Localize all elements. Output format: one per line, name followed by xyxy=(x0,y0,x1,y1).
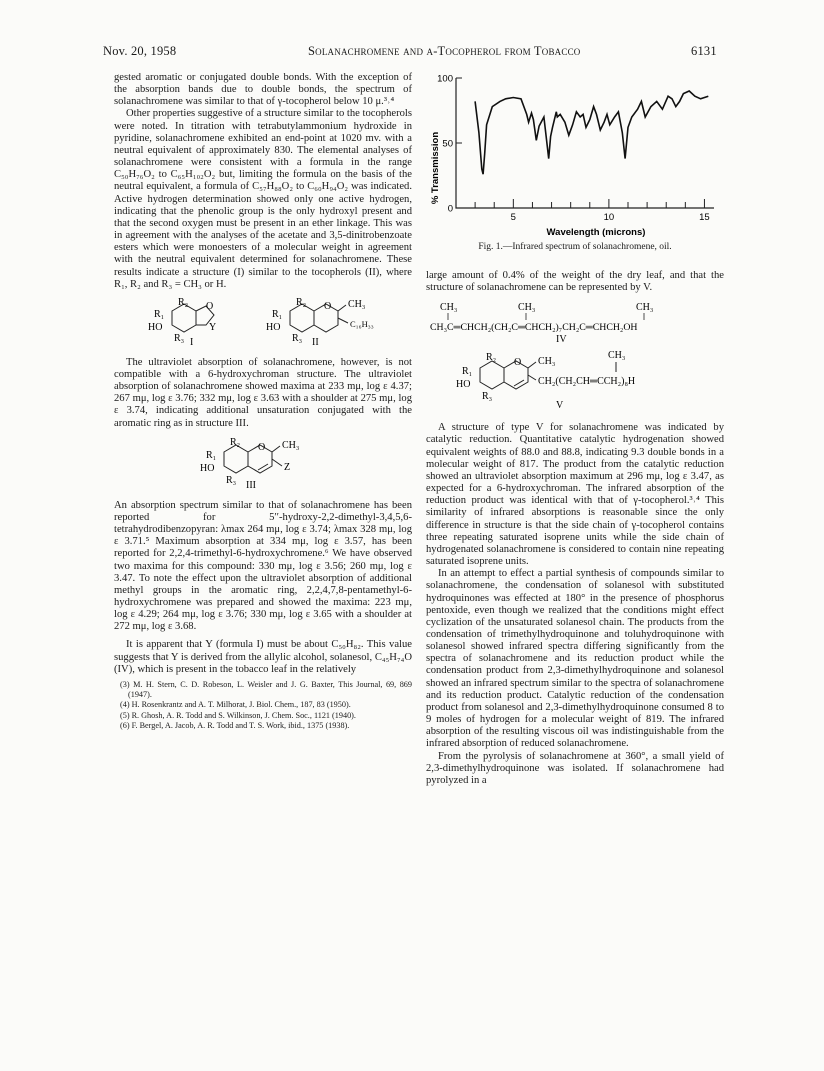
footnote: (5) R. Ghosh, A. R. Todd and S. Wilkinson, J. Chem. Soc., 1121 (1940). xyxy=(120,710,356,720)
footnotes xyxy=(114,680,412,731)
structure-label: CH₃ xyxy=(538,356,556,368)
structure-label: R₁ xyxy=(462,366,473,378)
structure-label: HO xyxy=(200,462,215,474)
structure-label: R₁ xyxy=(206,449,217,461)
structure-label: O xyxy=(206,300,214,312)
structure-label: HO xyxy=(456,379,471,391)
structure-label: CH₃ xyxy=(348,298,366,310)
paragraph: gested aromatic or conjugated double bonds. With the exception of the absorption bands due to double bonds, the spectrum of solanachromene was similar to that of γ-tocopherol below 10 μ.³˒⁴ xyxy=(114,72,412,108)
structure-formula: CH₃C═CHCH₂(CH₂C═CHCH₂)₇CH₂C═CHCH₂OH xyxy=(430,322,638,334)
structure-label: HO xyxy=(266,321,281,333)
paragraph: Other properties suggestive of a structure similar to the tocopherols were noted. In titration with tetrabutylammonium hydroxide in pyridine, solanachromene exhibited an end-point at 1020 mv. with a neutral equivalent of approximately 830. The elemental analyses of solanachromene were consistent with a formula in the range C₅₀H₇₆O₂ to C₆₅H₁₀₂O₂ but, limiting the formula on the basis of the neutral equivalent, a formula of C₅₇H₈₈O₂ to C₆₀H₉₄O₂ was indicated. Active hydrogen determination showed only one active hydrogen, indicating that the phenolic group is the only hydroxyl present and that the second oxygen must be present in an ether linkage. This was in agreement with the analyses of the acetate and 3,5-dinitrobenzoate esters which were monoesters of a molecular weight in agreement with the neutral equivalent determined for solanachromene. These results indicate a structure (I) similar to the tocopherols (II), where R₁, R₂ and R₃ = CH₃ or H. xyxy=(114,108,412,290)
footnote: (4) H. Rosenkrantz and A. T. Milhorat, J. Biol. Chem., 187, 83 (1950). xyxy=(120,700,351,710)
chart-axes xyxy=(456,78,714,208)
structure-label: CH₃ xyxy=(440,302,458,314)
structure-label: R₂ xyxy=(486,352,497,364)
structure-II xyxy=(290,304,348,332)
paragraph: A structure of type V for solanachromene was indicated by catalytic reduction. Quantitative catalytic hydrogenation showed equivalent weights of 88.0 and 88.8, indicating 9.3 double bonds in a molecular weight of 817. The product from the catalytic reduction showed an ultraviolet absorption maximum at 296 mμ, log ε 3.47, as expected for a 6-hydroxychroman. The infrared absorption of the reduction product was identical with that of γ-tocopherol.³˒⁴ This similarity of infrared absorptions is reasonable since the only difference in structure is that the side chain of γ-tocopherol contains three repeating saturated isoprene units while the side chain of hydrogenated solanachromene is considered to contain nine repeating saturated isoprene units. xyxy=(426,422,724,568)
x-axis-label: Wavelength (microns) xyxy=(546,227,646,238)
structure-label: R₁ xyxy=(272,308,283,320)
structure-III xyxy=(114,436,412,494)
structure-number: V xyxy=(556,400,564,412)
structure-label: CH₃ xyxy=(282,439,300,451)
paragraph: In an attempt to effect a partial synthesis of compounds similar to solanachromene, the condensation of solanesol with substituted hydroquinones was effected at 180° in the presence of phosphorus pentoxide, even though we realized that the conditions might effect cyclization of the unsaturated solanesol chain. The products from the condensation of trimethylhydroquinone and toluhydroquinone with solanesol showed infrared spectra differing significantly from the spectra of solanachromene and its reduction product while the condensation product from 2,3-dimethylhydroquinone and solanesol showed an infrared spectrum similar to the spectra of solanachromene and its reduction product. Catalytic reduction of the condensation product from solanesol and 2,3-dimethylhydroquinone consumed 8 to 9 moles of hydrogen for a molecular weight of 819. The infrared absorption of the resulting viscous oil was indistinguishable from the infrared absorption of reduced solanachromene. xyxy=(426,568,724,750)
paragraph: large amount of 0.4% of the weight of the dry leaf, and that the structure of solanachromene can be represented by V. xyxy=(426,270,724,294)
structure-label: O xyxy=(514,357,522,369)
structure-number: IV xyxy=(556,334,567,345)
footnote: (6) F. Bergel, A. Jacob, A. R. Todd and T. S. Work, ibid., 1375 (1938). xyxy=(120,720,350,730)
header-page-number: 6131 xyxy=(691,44,717,58)
paragraph: From the pyrolysis of solanachromene at 360°, a small yield of 2,3-dimethylhydroquinone was isolated. If solanachromene had pyrolyzed in a xyxy=(426,750,724,786)
ir-spectrum-figure xyxy=(426,70,724,262)
structure-label: O xyxy=(258,441,266,453)
y-tick-label: 100 xyxy=(437,73,453,85)
structure-label: R₂ xyxy=(296,296,307,308)
structure-label: Z xyxy=(284,461,291,473)
structure-label: R₃ xyxy=(482,391,493,403)
paragraph: An absorption spectrum similar to that of solanachromene has been reported for 5′′-hydroxy-2,2-dimethyl-3,4,5,6-tetrahydrodibenzopyran: λmax 264 mμ, log ε 3.74; λmax 328 mμ, log ε 3.71.⁵ Maximum absorption at 334 mμ, log ε 3.57, has been reported for 2,2,4-trimethyl-6-hydroxychromene.⁶ We have observed two maxima for this compound: 330 mμ, log ε 3.56; 260 mμ, log ε 3.47. To note the effect upon the ultraviolet absorption of additional methyl groups in the aromatic ring, 2,2,4,7,8-pentamethyl-6-hydroxychromene was prepared and showed the maxima: 223 mμ, log ε 4.29; 264 mμ, log ε 3.76; 330 mμ, log ε 3.65 with a shoulder at 272 mμ, log ε 3.68. xyxy=(114,499,412,633)
structure-label: CH₃ xyxy=(608,350,626,362)
structure-label: CH₃ xyxy=(636,302,654,314)
header-title: Solanachromene and α-Tocopherol from Tobacco xyxy=(308,44,581,58)
header-date: Nov. 20, 1958 xyxy=(103,44,177,58)
structure-number: II xyxy=(312,336,319,348)
x-tick-label: 5 xyxy=(510,212,516,223)
structure-number: III xyxy=(246,479,256,491)
paragraph: It is apparent that Y (formula I) must be about C₅₀H₈₂. This value suggests that Y is derived from the allylic alcohol, solanesol, C₄₅H₇₄O (IV), which is present in the tobacco leaf in the relatively xyxy=(114,639,412,675)
structure-label: R₂ xyxy=(178,296,189,308)
x-tick-label: 10 xyxy=(603,212,615,223)
structure-label: R₃ xyxy=(226,474,237,486)
structure-V xyxy=(426,350,724,416)
structure-label: C₁₆H₃₃ xyxy=(350,318,374,329)
ir-spectrum-chart xyxy=(426,70,724,240)
x-tick-label: 15 xyxy=(699,212,710,223)
left-column xyxy=(114,72,412,731)
structure-IV xyxy=(426,300,724,344)
y-tick-label: 0 xyxy=(447,203,453,215)
y-axis-label: % Transmission xyxy=(430,131,441,205)
footnote: (3) M. H. Stern, C. D. Robeson, L. Weisler and J. G. Baxter, This Journal, 69, 869 (1947). xyxy=(120,679,412,700)
structures-I-II xyxy=(114,297,412,351)
spectrum-curve xyxy=(475,91,708,174)
paragraph: The ultraviolet absorption of solanachromene, however, is not compatible with a 6-hydroxychroman structure. The ultraviolet absorption of solanachromene showed maxima at 233 mμ, log ε 4.37; 267 mμ, log ε 3.76; 332 mμ, log ε 3.63 with a shoulder at 275 mμ, log ε 3.74, indicating additional unsaturation conjugated with the aromatic ring as in structure III. xyxy=(114,356,412,429)
structure-label: HO xyxy=(148,321,163,333)
structure-label: Y xyxy=(209,321,217,333)
y-tick-label: 50 xyxy=(442,138,453,150)
structure-number: I xyxy=(190,336,194,348)
structure-label: R₃ xyxy=(292,332,303,344)
structure-label: CH₃ xyxy=(518,302,536,314)
structure-label: O xyxy=(324,300,332,312)
structure-label: R₃ xyxy=(174,332,185,344)
structure-label: R₁ xyxy=(154,308,165,320)
structure-label: CH₂(CH₂CH═CCH₂)₈H xyxy=(538,376,636,388)
figure-caption: Fig. 1.—Infrared spectrum of solanachromene, oil. xyxy=(478,242,672,252)
right-column xyxy=(426,270,724,787)
structure-label: R₂ xyxy=(230,436,241,448)
